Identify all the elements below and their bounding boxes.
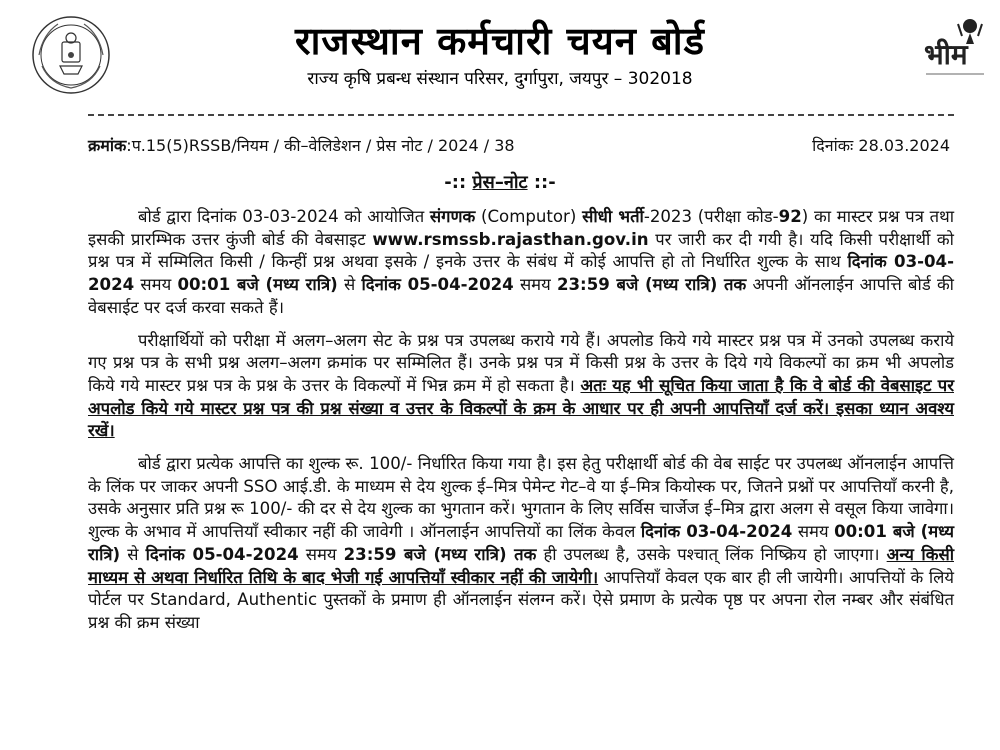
bhim-logo-text: भीम bbox=[924, 38, 968, 71]
issue-date bbox=[812, 134, 950, 156]
organization-address: राज्य कृषि प्रबन्ध संस्थान परिसर, दुर्गापुरा, जयपुर – 302018 bbox=[307, 69, 693, 89]
reference-value: :प.15(5)RSSB/नियम / की–वेलिडेशन / प्रेस नोट / 2024 / 38 bbox=[126, 136, 515, 155]
press-note-heading: -:: प्रेस–नोट ::- bbox=[444, 172, 556, 193]
bhim-logo-icon bbox=[918, 14, 990, 84]
paragraph-3: बोर्ड द्वारा प्रत्येक आपत्ति का शुल्क रू. 100/- निर्धारित किया गया है। इस हेतु परीक्षार्थी बोर्ड की वेब साईट पर उपलब्ध ऑनलाईन आपत्ति के लिंक पर जाकर अपनी SSO आई.डी. के माध्यम से देय शुल्क ई–मित्र पेमेन्ट गेट–वे या ई–मित्र कियोस्क पर, जितने प्रश्नों पर आपत्तियाँ करनी है, उसके अनुसार प्रति प्रश्न रू 100/- की दर से देय शुल्क का भुगतान करें। भुगतान के लिए सर्विस चार्जेज ई–मित्र द्वारा अलग से वसूल किया जावेगा। शुल्क के अभाव में आपत्तियाँ स्वीकार नहीं की जावेगी । ऑनलाईन आपत्तियों का लिंक केवल दिनांक 03-04-2024 समय 00:01 बजे (मध्य रात्रि) से दिनांक 05-04-2024 समय 23:59 बजे (मध्य रात्रि) तक ही उपलब्ध है, उसके पश्चात् लिंक निष्क्रिय हो जाएगा। अन्य किसी माध्यम से अथवा निर्धारित तिथि के बाद भेजी गई आपत्तियाँ स्वीकार नहीं की जायेगी। आपत्तियाँ केवल एक बार ही ली जायेगी। आपत्तियों के लिये पोर्टल पर Standard, Authentic पुस्तकों के प्रमाण ही ऑनलाईन संलग्न करें। ऐसे प्रमाण के प्रत्येक पृष्ठ पर अपना रोल नम्बर और संबंधित प्रश्न की क्रम संख्या bbox=[88, 454, 954, 632]
press-note-body bbox=[88, 206, 954, 645]
website-url: www.rsmssb.rajasthan.gov.in bbox=[372, 229, 649, 249]
organization-title: राजस्थान कर्मचारी चयन बोर्ड bbox=[295, 19, 705, 63]
reference-number bbox=[88, 134, 515, 156]
paragraph-2: परीक्षार्थियों को परीक्षा में अलग–अलग सेट के प्रश्न पत्र उपलब्ध कराये गये हैं। अपलोड किये गये मास्टर प्रश्न पत्र में उनको उपलब्ध कराये गए प्रश्न पत्र के सभी प्रश्न अलग–अलग क्रमांक पर सम्मिलित हैं। उनके प्रश्न पत्र में किसी प्रश्न के उत्तर के दिये गये विकल्पों का क्रम भी अपलोड किये गये मास्टर प्रश्न पत्र के प्रश्न के उत्तर के विकल्पों में भिन्न क्रम में हो सकता है। अतः यह भी सूचित किया जाता है कि वे बोर्ड की वेबसाइट पर अपलोड किये गये मास्टर प्रश्न पत्र की प्रश्न संख्या व उत्तर के विकल्पों के क्रम के आधार पर ही अपनी आपत्तियाँ दर्ज करें। इसका ध्यान अवश्य रखें। bbox=[88, 330, 954, 441]
reference-label: क्रमांक bbox=[88, 136, 127, 155]
paragraph-1: बोर्ड द्वारा दिनांक 03-03-2024 को आयोजित संगणक (Computor) सीधी भर्ती-2023 (परीक्षा कोड-92) का मास्टर प्रश्न पत्र तथा इसकी प्रारम्भिक उत्तर कुंजी बोर्ड की वेबसाइट www.rsmssb.rajasthan.gov.in पर जारी कर दी गयी है। यदि किसी परीक्षार्थी को प्रश्न पत्र में सम्मिलित किसी / किन्हीं प्रश्न अथवा इसके / इनके उत्तर के संबंध में कोई आपत्ति हो तो निर्धारित शुल्क के साथ दिनांक 03-04-2024 समय 00:01 बजे (मध्य रात्रि) से दिनांक 05-04-2024 समय 23:59 बजे (मध्य रात्रि) तक अपनी ऑनलाईन आपत्ति बोर्ड की वेबसाईट पर दर्ज करवा सकते हैं। bbox=[88, 207, 954, 317]
date-label: दिनांकः bbox=[812, 136, 854, 155]
date-value: 28.03.2024 bbox=[858, 136, 950, 155]
header-divider bbox=[88, 114, 954, 116]
press-note-title: प्रेस–नोट bbox=[472, 172, 528, 193]
